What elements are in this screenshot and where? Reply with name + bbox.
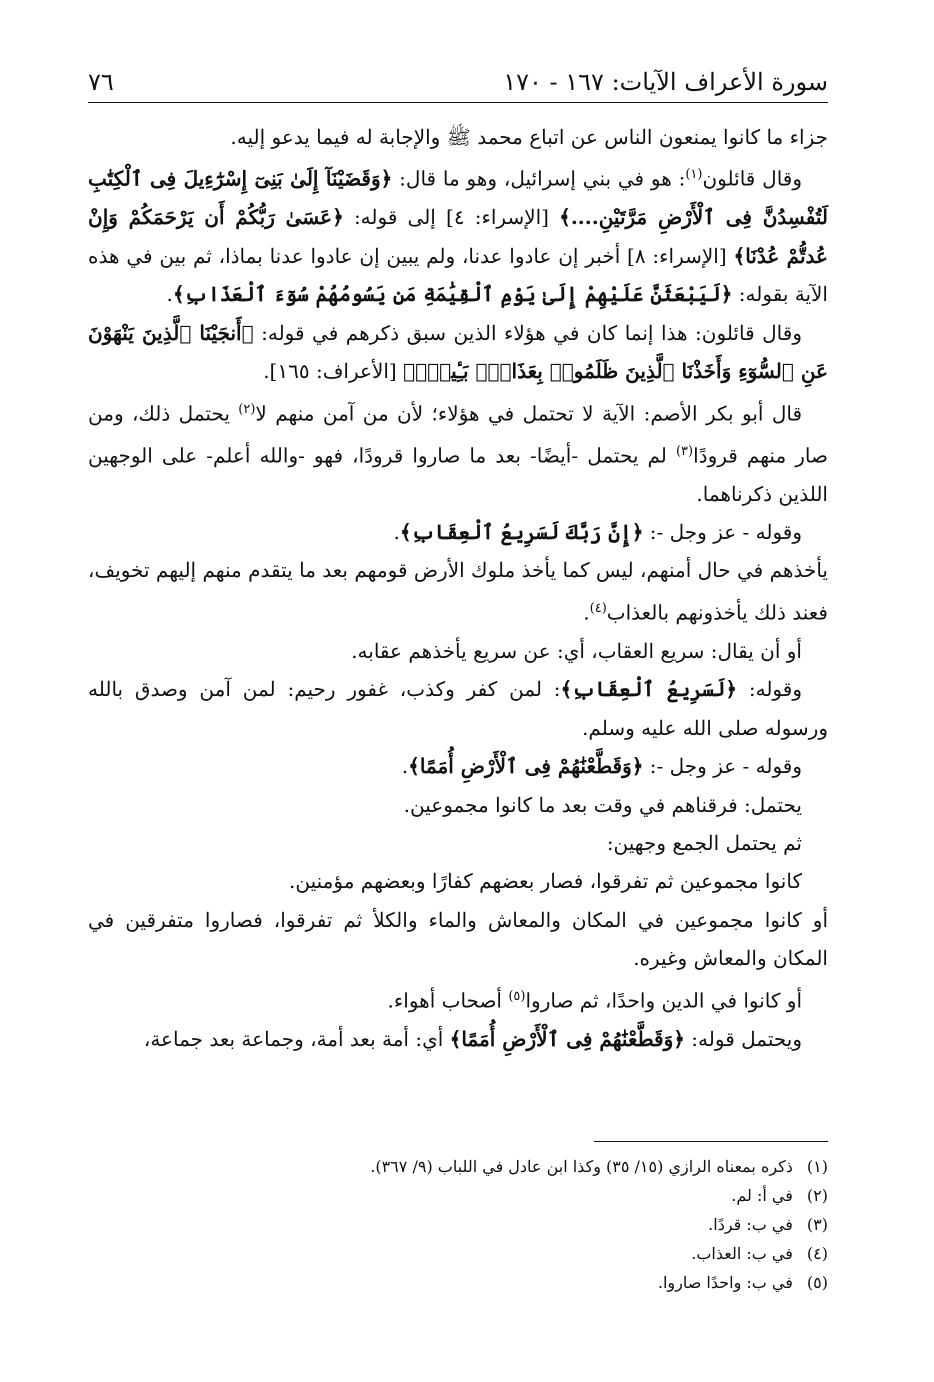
- paragraph: [88, 513, 828, 551]
- text-run: : لمن كفر وكذب، غفور رحيم: لمن آمن وصدق بالله ورسوله صلى الله عليه وسلم.: [88, 677, 828, 740]
- paragraph: [88, 118, 828, 156]
- footnote-ref: (٢): [238, 401, 256, 417]
- text-run: أو أن يقال: سريع العقاب، أي: عن سريع يأخذهم عقابه.: [351, 638, 802, 663]
- text-run: وقوله - عز وجل -:: [643, 754, 802, 779]
- paragraph: [88, 314, 828, 391]
- footnote-ref: (٥): [508, 988, 526, 1004]
- footnote-number: (٥): [806, 1273, 828, 1292]
- paragraph: [88, 747, 828, 785]
- text-run: يحتمل: فرقناهم في وقت بعد ما كانوا مجموعين.: [403, 792, 802, 817]
- footnote: [88, 1268, 828, 1297]
- text-run: أي: أمة بعد أمة، وجماعة بعد جماعة،: [143, 1026, 450, 1051]
- text-run: جزاء ما كانوا يمنعون الناس عن اتباع محمد ﷺ والإجابة له فيما يدعو إليه.: [230, 125, 828, 149]
- text-run: وقوله - عز وجل -:: [643, 520, 802, 545]
- text-run: كانوا مجموعين ثم تفرقوا، فصار بعضهم كفارًا وبعضهم مؤمنين.: [289, 869, 802, 894]
- paragraph: [88, 1020, 828, 1058]
- text-run: أو كانوا مجموعين في المكان والمعاش والماء والكلأ ثم تفرقوا، فصاروا متفرقين في المكان والمعاش وغيره.: [88, 907, 828, 971]
- paragraph: [88, 551, 828, 631]
- footnote: [88, 1239, 828, 1268]
- quran-verse: ﴿أَنجَيْنَا ٱلَّذِينَ يَنْهَوْنَ عَنِ ٱلسُّوٓءِ وَأَخَذْنَا ٱلَّذِينَ ظَلَمُوا۟ بِعَذَابٍۭ بَـِٔيسٍۭ﴾: [88, 320, 828, 384]
- quran-verse: ﴿وَقَضَيْنَآ إِلَىٰ بَنِىٓ إِسْرَٰٓءِيلَ فِى ٱلْكِتَٰبِ لَتُفْسِدُنَّ فِى ٱلْأَرْضِ مَرَّتَيْنِ....﴾: [88, 167, 828, 230]
- footnote-rule: [594, 1141, 828, 1142]
- quran-verse: ﴿لَيَبْعَثَنَّ عَلَيْهِمْ إِلَىٰ يَوْمِ ٱلْقِيَٰمَةِ مَن يَسُومُهُمْ سُوٓءَ ٱلْعَذَابِ﴾: [172, 282, 733, 307]
- footnote-text: ذكره بمعناه الرازي (١٥/ ٣٥) وكذا ابن عادل في اللباب (٩/ ٣٦٧).: [370, 1157, 798, 1176]
- text-run: أصحاب أهواء.: [387, 988, 509, 1013]
- paragraph: [88, 978, 828, 1020]
- footnote-text: في ب: العذاب.: [691, 1244, 798, 1263]
- text-run: [الإسراء: ٨] أخبر إن عادوا عدنا، ولم يبين إن عادوا عدنا بماذا، ثم بين في هذه الآية بقوله:: [88, 243, 828, 307]
- footnote-number: (٣): [806, 1215, 828, 1234]
- quran-verse: ﴿عَسَىٰ رَبُّكُمْ أَن يَرْحَمَكُمْ وَإِنْ عُدتُّمْ عُدْنَا﴾: [88, 205, 828, 268]
- text-run: يحتمل ذلك، ومن صار منهم قرودًا: [88, 401, 828, 468]
- footnote-number: (١): [806, 1157, 828, 1176]
- paragraph: [88, 824, 828, 862]
- footnote-text: في أ: لم.: [731, 1186, 798, 1205]
- paragraph: [88, 391, 828, 514]
- text-run: ثم يحتمل الجمع وجهين:: [606, 830, 802, 855]
- quran-verse: ﴿وَقَطَّعْنَٰهُمْ فِى ٱلْأَرْضِ أُمَمًا﴾: [408, 754, 644, 779]
- footnote-text: في ب: قردًا.: [708, 1215, 798, 1234]
- paragraph: [88, 862, 828, 900]
- footnote-ref: (٤): [589, 600, 607, 616]
- text-run: .: [583, 600, 590, 625]
- text-run: [الإسراء: ٤] إلى قوله:: [343, 205, 560, 230]
- paragraph: [88, 632, 828, 670]
- text-run: لم يحتمل -أيضًا- بعد ما صاروا قرودًا، فهو -والله أعلم- على الوجهين اللذين ذكرناهما.: [88, 443, 828, 506]
- quran-verse: ﴿لَسَرِيعُ ٱلْعِقَابِ﴾: [560, 677, 738, 702]
- footnote-number: (٢): [806, 1186, 828, 1205]
- text-run: وقوله:: [737, 677, 802, 702]
- footnote: [88, 1181, 828, 1210]
- text-run: : هو في بني إسرائيل، وهو ما قال:: [392, 167, 686, 192]
- text-run: قال أبو بكر الأصم: الآية لا تحتمل في هؤلاء؛ لأن من آمن منهم لا: [255, 401, 803, 426]
- main-text: [88, 118, 828, 1058]
- text-run: وقال قائلون: [702, 167, 802, 192]
- footnote: [88, 1210, 828, 1239]
- footnote: [88, 1152, 828, 1181]
- text-run: [الأعراف: ١٦٥].: [263, 359, 404, 384]
- paragraph: [88, 156, 828, 313]
- text-run: .: [393, 520, 400, 545]
- text-run: .: [401, 754, 409, 779]
- page-number: ٧٦: [88, 68, 114, 96]
- footnotes: [88, 1152, 828, 1297]
- footnote-ref: (١): [685, 167, 703, 183]
- paragraph: [88, 670, 828, 747]
- paragraph: [88, 901, 828, 978]
- text-run: .: [166, 282, 173, 307]
- header-rule: [88, 102, 828, 103]
- paragraph: [88, 786, 828, 824]
- running-title: سورة الأعراف الآيات: ١٦٧ - ١٧٠: [503, 68, 828, 96]
- footnote-text: في ب: واحدًا صاروا.: [657, 1273, 798, 1292]
- footnote-number: (٤): [806, 1244, 828, 1263]
- quran-verse: ﴿وَقَطَّعْنَٰهُمْ فِى ٱلْأَرْضِ أُمَمًا﴾: [449, 1026, 685, 1051]
- text-run: وقال قائلون: هذا إنما كان في هؤلاء الذين سبق ذكرهم في قوله:: [253, 320, 802, 345]
- footnote-ref: (٣): [675, 443, 694, 459]
- page-header: [88, 60, 828, 96]
- text-run: يأخذهم في حال أمنهم، ليس كما يأخذ ملوك الأرض قومهم بعد ما يتقدم منهم إليهم تخويف، فعند ذلك يأخذونهم بالعذاب: [88, 558, 828, 625]
- text-run: أو كانوا في الدين واحدًا، ثم صاروا: [525, 988, 802, 1013]
- text-run: ويحتمل قوله:: [684, 1026, 802, 1051]
- quran-verse: ﴿إِنَّ رَبَّكَ لَسَرِيعُ ٱلْعِقَابِ﴾: [399, 520, 644, 545]
